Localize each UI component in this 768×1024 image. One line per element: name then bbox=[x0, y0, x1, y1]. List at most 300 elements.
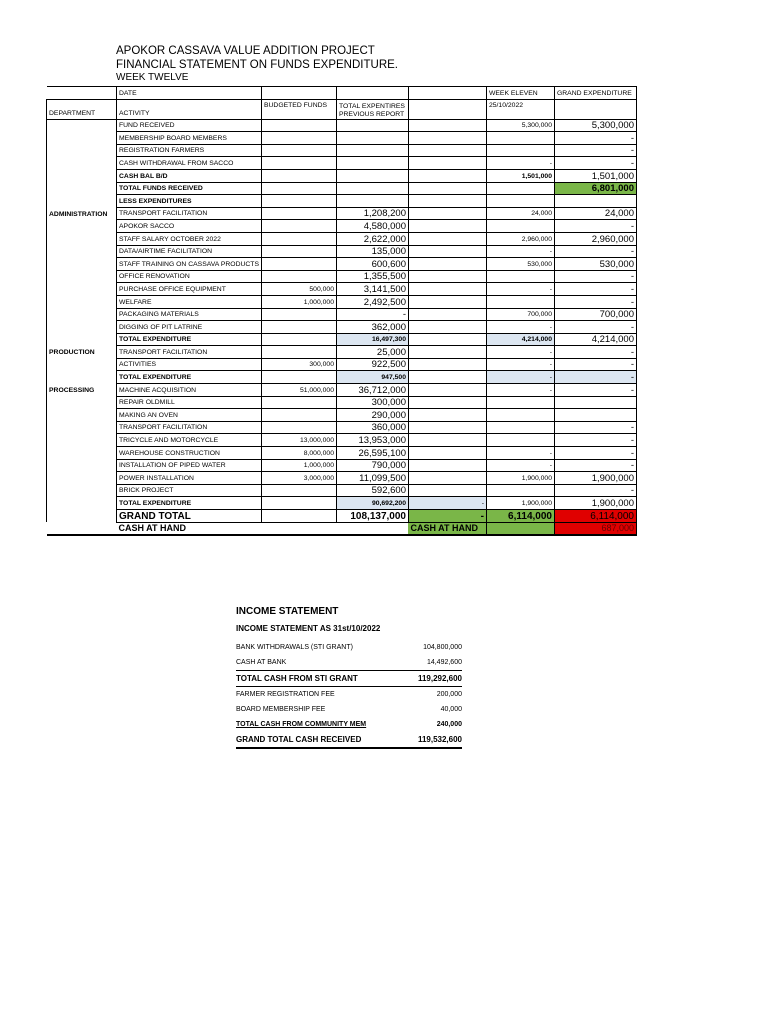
week-cell bbox=[486, 195, 554, 208]
blank-cell bbox=[408, 484, 486, 497]
grand-cell: - bbox=[554, 421, 636, 434]
budget-cell bbox=[261, 346, 336, 359]
budget-cell bbox=[261, 157, 336, 170]
department-cell bbox=[47, 144, 117, 157]
previous-cell: 790,000 bbox=[336, 459, 408, 472]
income-row bbox=[236, 655, 462, 670]
week-title: WEEK TWELVE bbox=[116, 72, 189, 83]
blank-cell bbox=[408, 283, 486, 296]
header-row-2 bbox=[47, 99, 637, 119]
department-cell bbox=[47, 258, 117, 271]
previous-cell: 592,600 bbox=[336, 484, 408, 497]
income-statement bbox=[236, 606, 462, 749]
income-label: CASH AT BANK bbox=[236, 659, 287, 666]
activity-cell: APOKOR SACCO bbox=[117, 220, 262, 233]
table-row bbox=[47, 295, 637, 308]
grand-cell: - bbox=[554, 220, 636, 233]
department-cell bbox=[47, 459, 117, 472]
blank-cell bbox=[408, 169, 486, 182]
blank-cell bbox=[408, 396, 486, 409]
week-cell: 1,501,000 bbox=[486, 169, 554, 182]
activity-cell: MEMBERSHIP BOARD MEMBERS bbox=[117, 132, 262, 145]
week-date-header: 25/10/2022 bbox=[486, 99, 554, 119]
activity-cell: TOTAL EXPENDITURE bbox=[117, 333, 262, 346]
statement-title: FINANCIAL STATEMENT ON FUNDS EXPENDITURE. bbox=[116, 59, 398, 71]
table-row bbox=[47, 270, 637, 283]
department-cell bbox=[47, 169, 117, 182]
department-cell bbox=[47, 119, 117, 132]
department-cell bbox=[47, 409, 117, 422]
income-label: GRAND TOTAL CASH RECEIVED bbox=[236, 735, 362, 744]
activity-cell: OFFICE RENOVATION bbox=[117, 270, 262, 283]
project-title: APOKOR CASSAVA VALUE ADDITION PROJECT bbox=[116, 45, 375, 57]
week-cell bbox=[486, 270, 554, 283]
budget-cell bbox=[261, 497, 336, 510]
previous-cell bbox=[336, 195, 408, 208]
department-cell bbox=[47, 321, 117, 334]
table-row bbox=[47, 308, 637, 321]
previous-cell: 360,000 bbox=[336, 421, 408, 434]
activity-cell: BRICK PROJECT bbox=[117, 484, 262, 497]
income-value: 119,532,600 bbox=[417, 735, 462, 744]
budget-cell: 13,000,000 bbox=[261, 434, 336, 447]
income-row bbox=[236, 702, 462, 717]
activity-cell: CASH BAL B/D bbox=[117, 169, 262, 182]
table-row bbox=[47, 333, 637, 346]
grand-cell: - bbox=[554, 358, 636, 371]
table-row bbox=[47, 321, 637, 334]
blank-cell bbox=[408, 220, 486, 233]
grand-cell: - bbox=[554, 346, 636, 359]
grand-total-row bbox=[47, 510, 637, 523]
blank-cell bbox=[408, 384, 486, 397]
grand-cell: - bbox=[554, 157, 636, 170]
grand-total-blank: - bbox=[408, 510, 486, 523]
table-row bbox=[47, 396, 637, 409]
expenditure-table bbox=[46, 86, 637, 536]
blank-cell bbox=[408, 421, 486, 434]
income-value: 240,000 bbox=[436, 721, 462, 728]
week-cell: - bbox=[486, 358, 554, 371]
blank-cell bbox=[408, 270, 486, 283]
week-cell: - bbox=[486, 371, 554, 384]
activity-cell: DATA/AIRTIME FACILITATION bbox=[117, 245, 262, 258]
week-cell: - bbox=[486, 245, 554, 258]
week-cell bbox=[486, 144, 554, 157]
budget-cell: 3,000,000 bbox=[261, 472, 336, 485]
week-cell: 530,000 bbox=[486, 258, 554, 271]
activity-cell: STAFF SALARY OCTOBER 2022 bbox=[117, 232, 262, 245]
department-cell bbox=[47, 295, 117, 308]
grand-cell: - bbox=[554, 447, 636, 460]
activity-cell: TOTAL FUNDS RECEIVED bbox=[117, 182, 262, 195]
department-cell bbox=[47, 396, 117, 409]
grand-cell bbox=[554, 195, 636, 208]
department-cell bbox=[47, 195, 117, 208]
blank-cell bbox=[408, 258, 486, 271]
budget-cell: 1,000,000 bbox=[261, 295, 336, 308]
cash-at-hand-value: 687,000 bbox=[554, 522, 636, 535]
activity-cell: PURCHASE OFFICE EQUIPMENT bbox=[117, 283, 262, 296]
table-row bbox=[47, 484, 637, 497]
department-cell bbox=[47, 308, 117, 321]
previous-header: TOTAL EXPENTIRES PREVIOUS REPORT bbox=[336, 99, 408, 119]
previous-cell: 1,355,500 bbox=[336, 270, 408, 283]
week-cell bbox=[486, 396, 554, 409]
previous-cell: 25,000 bbox=[336, 346, 408, 359]
budget-cell: 8,000,000 bbox=[261, 447, 336, 460]
budget-cell bbox=[261, 270, 336, 283]
department-cell bbox=[47, 358, 117, 371]
week-cell bbox=[486, 409, 554, 422]
activity-cell: TOTAL EXPENDITURE bbox=[117, 371, 262, 384]
budget-cell bbox=[261, 308, 336, 321]
department-cell bbox=[47, 497, 117, 510]
table-row bbox=[47, 371, 637, 384]
department-cell bbox=[47, 371, 117, 384]
previous-cell bbox=[336, 182, 408, 195]
budget-cell bbox=[261, 510, 336, 523]
grand-cell: - bbox=[554, 283, 636, 296]
department-cell: ADMINISTRATION bbox=[47, 207, 117, 220]
department-header: DEPARTMENT bbox=[47, 99, 117, 119]
previous-cell: 290,000 bbox=[336, 409, 408, 422]
previous-cell: 922,500 bbox=[336, 358, 408, 371]
activity-cell: POWER INSTALLATION bbox=[117, 472, 262, 485]
table-row bbox=[47, 144, 637, 157]
table-row bbox=[47, 421, 637, 434]
budget-cell bbox=[261, 371, 336, 384]
table-row bbox=[47, 409, 637, 422]
week-cell: - bbox=[486, 346, 554, 359]
blank-cell bbox=[408, 144, 486, 157]
activity-cell: TRICYCLE AND MOTORCYCLE bbox=[117, 434, 262, 447]
previous-cell bbox=[336, 144, 408, 157]
blank-cell: - bbox=[408, 497, 486, 510]
previous-cell: 947,500 bbox=[336, 371, 408, 384]
table-row bbox=[47, 220, 637, 233]
week-cell: - bbox=[486, 283, 554, 296]
department-cell bbox=[47, 434, 117, 447]
grand-total-grand: 6,114,000 bbox=[554, 510, 636, 523]
grand-cell bbox=[554, 396, 636, 409]
budget-cell bbox=[261, 207, 336, 220]
previous-cell bbox=[336, 522, 408, 535]
budget-cell bbox=[261, 333, 336, 346]
grand-cell: - bbox=[554, 371, 636, 384]
income-label: TOTAL CASH FROM COMMUNITY MEM bbox=[236, 721, 367, 728]
activity-cell: TRANSPORT FACILITATION bbox=[117, 207, 262, 220]
activity-cell: TRANSPORT FACILITATION bbox=[117, 346, 262, 359]
previous-cell: 36,712,000 bbox=[336, 384, 408, 397]
blank-cell bbox=[408, 308, 486, 321]
grand-cell bbox=[554, 409, 636, 422]
previous-cell bbox=[336, 169, 408, 182]
date-header: DATE bbox=[117, 87, 262, 100]
budget-cell bbox=[261, 195, 336, 208]
income-value: 119,292,600 bbox=[417, 674, 462, 683]
grand-cell: 24,000 bbox=[554, 207, 636, 220]
activity-cell: DIGGING OF PIT LATRINE bbox=[117, 321, 262, 334]
table-row bbox=[47, 258, 637, 271]
grand-cell: - bbox=[554, 384, 636, 397]
blank-cell bbox=[408, 434, 486, 447]
grand-cell: - bbox=[554, 295, 636, 308]
cash-at-hand-row bbox=[47, 522, 637, 535]
previous-cell: 26,595,100 bbox=[336, 447, 408, 460]
grand-cell: - bbox=[554, 144, 636, 157]
week-cell bbox=[486, 421, 554, 434]
department-cell bbox=[47, 270, 117, 283]
budgeted-header: BUDGETED FUNDS bbox=[261, 99, 336, 119]
department-cell bbox=[47, 132, 117, 145]
department-cell bbox=[47, 447, 117, 460]
activity-cell: CASH WITHDRAWAL FROM SACCO bbox=[117, 157, 262, 170]
income-row bbox=[236, 732, 462, 749]
table-row bbox=[47, 447, 637, 460]
grand-cell: 1,501,000 bbox=[554, 169, 636, 182]
budget-cell bbox=[261, 182, 336, 195]
budget-cell: 500,000 bbox=[261, 283, 336, 296]
previous-cell: 2,492,500 bbox=[336, 295, 408, 308]
income-value: 200,000 bbox=[436, 691, 462, 698]
department-cell bbox=[47, 232, 117, 245]
blank-cell bbox=[408, 472, 486, 485]
activity-cell: REGISTRATION FARMERS bbox=[117, 144, 262, 157]
income-value: 40,000 bbox=[440, 706, 462, 713]
week-cell: - bbox=[486, 321, 554, 334]
week-cell bbox=[486, 295, 554, 308]
table-row bbox=[47, 283, 637, 296]
grand-cell: 2,960,000 bbox=[554, 232, 636, 245]
grand-cell: 5,300,000 bbox=[554, 119, 636, 132]
activity-cell: INSTALLATION OF PIPED WATER bbox=[117, 459, 262, 472]
activity-cell: MACHINE ACQUISITION bbox=[117, 384, 262, 397]
blank-cell bbox=[408, 295, 486, 308]
blank-cell bbox=[408, 245, 486, 258]
blank-cell bbox=[408, 409, 486, 422]
budget-cell: 1,000,000 bbox=[261, 459, 336, 472]
budget-cell: 51,000,000 bbox=[261, 384, 336, 397]
blank-cell bbox=[408, 447, 486, 460]
week-cell: 24,000 bbox=[486, 207, 554, 220]
cash-at-hand-label-2: CASH AT HAND bbox=[408, 522, 486, 535]
blank-cell bbox=[408, 157, 486, 170]
activity-cell: MAKING AN OVEN bbox=[117, 409, 262, 422]
activity-cell: WELFARE bbox=[117, 295, 262, 308]
grand-cell: - bbox=[554, 484, 636, 497]
grand-total-prev: 108,137,000 bbox=[336, 510, 408, 523]
income-value: 104,800,000 bbox=[423, 644, 462, 651]
department-cell bbox=[47, 245, 117, 258]
table-row bbox=[47, 459, 637, 472]
income-label: BANK WITHDRAWALS (STI GRANT) bbox=[236, 644, 353, 651]
department-cell bbox=[47, 484, 117, 497]
blank-cell bbox=[408, 371, 486, 384]
activity-cell: TRANSPORT FACILITATION bbox=[117, 421, 262, 434]
grand-cell: - bbox=[554, 321, 636, 334]
income-label: FARMER REGISTRATION FEE bbox=[236, 691, 335, 698]
budget-cell bbox=[261, 321, 336, 334]
blank-cell bbox=[408, 207, 486, 220]
table-row bbox=[47, 434, 637, 447]
department-cell: PRODUCTION bbox=[47, 346, 117, 359]
table-row bbox=[47, 497, 637, 510]
blank-cell bbox=[408, 333, 486, 346]
week-cell: - bbox=[486, 157, 554, 170]
blank-cell bbox=[408, 321, 486, 334]
week-cell: 5,300,000 bbox=[486, 119, 554, 132]
department-cell: PROCESSING bbox=[47, 384, 117, 397]
grand-cell: 530,000 bbox=[554, 258, 636, 271]
week-cell: - bbox=[486, 459, 554, 472]
week-cell bbox=[486, 522, 554, 535]
budget-cell bbox=[261, 245, 336, 258]
grand-cell: - bbox=[554, 132, 636, 145]
department-cell bbox=[47, 182, 117, 195]
table-row bbox=[47, 232, 637, 245]
budget-cell bbox=[261, 144, 336, 157]
previous-cell: 300,000 bbox=[336, 396, 408, 409]
budget-cell bbox=[261, 409, 336, 422]
previous-cell bbox=[336, 119, 408, 132]
blank-cell bbox=[408, 195, 486, 208]
table-row bbox=[47, 195, 637, 208]
cash-at-hand-label: CASH AT HAND bbox=[117, 522, 262, 535]
table-row bbox=[47, 384, 637, 397]
blank-cell bbox=[408, 132, 486, 145]
previous-cell: 362,000 bbox=[336, 321, 408, 334]
income-value: 14,492,600 bbox=[426, 659, 462, 666]
table-row bbox=[47, 169, 637, 182]
previous-cell: 3,141,500 bbox=[336, 283, 408, 296]
budget-cell bbox=[261, 132, 336, 145]
blank-cell bbox=[408, 358, 486, 371]
table-row bbox=[47, 132, 637, 145]
grand-total-week: 6,114,000 bbox=[486, 510, 554, 523]
grand-cell: - bbox=[554, 270, 636, 283]
department-cell bbox=[47, 421, 117, 434]
previous-cell: 600,600 bbox=[336, 258, 408, 271]
previous-cell: 135,000 bbox=[336, 245, 408, 258]
activity-cell: REPAIR OLDMILL bbox=[117, 396, 262, 409]
previous-cell: 2,622,000 bbox=[336, 232, 408, 245]
previous-cell: 90,692,200 bbox=[336, 497, 408, 510]
activity-cell: PACKAGING MATERIALS bbox=[117, 308, 262, 321]
grand-cell: 6,801,000 bbox=[554, 182, 636, 195]
activity-cell: ACTIVITIES bbox=[117, 358, 262, 371]
previous-cell: 13,953,000 bbox=[336, 434, 408, 447]
budget-cell bbox=[261, 522, 336, 535]
grand-cell: - bbox=[554, 245, 636, 258]
week-cell bbox=[486, 484, 554, 497]
grand-total-label: GRAND TOTAL bbox=[117, 510, 262, 523]
week-cell bbox=[486, 434, 554, 447]
blank-cell bbox=[408, 119, 486, 132]
table-row bbox=[47, 182, 637, 195]
income-row bbox=[236, 640, 462, 655]
previous-cell: 4,580,000 bbox=[336, 220, 408, 233]
table-row bbox=[47, 207, 637, 220]
department-cell bbox=[47, 510, 117, 523]
budget-cell bbox=[261, 484, 336, 497]
income-label: TOTAL CASH FROM STI GRANT bbox=[236, 674, 358, 683]
table-row bbox=[47, 346, 637, 359]
department-cell bbox=[47, 333, 117, 346]
department-cell bbox=[47, 283, 117, 296]
budget-cell bbox=[261, 396, 336, 409]
previous-cell bbox=[336, 157, 408, 170]
table-row bbox=[47, 472, 637, 485]
table-row bbox=[47, 119, 637, 132]
budget-cell bbox=[261, 119, 336, 132]
department-cell bbox=[47, 522, 117, 535]
income-subtitle: INCOME STATEMENT AS 31st/10/2022 bbox=[236, 624, 381, 633]
budget-cell bbox=[261, 169, 336, 182]
activity-cell: WAREHOUSE CONSTRUCTION bbox=[117, 447, 262, 460]
grand-cell: 4,214,000 bbox=[554, 333, 636, 346]
grand-cell: - bbox=[554, 434, 636, 447]
income-row bbox=[236, 687, 462, 702]
week-cell: 700,000 bbox=[486, 308, 554, 321]
week-cell: 1,900,000 bbox=[486, 472, 554, 485]
week-cell: 4,214,000 bbox=[486, 333, 554, 346]
week-cell: - bbox=[486, 384, 554, 397]
grand-cell: 1,900,000 bbox=[554, 472, 636, 485]
blank-cell bbox=[408, 232, 486, 245]
table-row bbox=[47, 358, 637, 371]
department-cell bbox=[47, 220, 117, 233]
income-row bbox=[236, 670, 462, 687]
blank-cell bbox=[408, 182, 486, 195]
income-row bbox=[236, 717, 462, 732]
week-cell bbox=[486, 220, 554, 233]
previous-cell: 11,099,500 bbox=[336, 472, 408, 485]
department-cell bbox=[47, 472, 117, 485]
blank-cell bbox=[408, 459, 486, 472]
grand-cell: - bbox=[554, 459, 636, 472]
grand-cell: 700,000 bbox=[554, 308, 636, 321]
table-row bbox=[47, 157, 637, 170]
budget-cell bbox=[261, 232, 336, 245]
activity-cell: FUND RECEIVED bbox=[117, 119, 262, 132]
income-title: INCOME STATEMENT bbox=[236, 606, 339, 617]
previous-cell: 16,497,300 bbox=[336, 333, 408, 346]
income-label: BOARD MEMBERSHIP FEE bbox=[236, 706, 326, 713]
activity-header: ACTIVITY bbox=[117, 99, 262, 119]
header-row-1 bbox=[47, 87, 637, 100]
budget-cell bbox=[261, 258, 336, 271]
previous-cell bbox=[336, 132, 408, 145]
budget-cell bbox=[261, 220, 336, 233]
week-cell: 1,900,000 bbox=[486, 497, 554, 510]
week-cell bbox=[486, 132, 554, 145]
budget-cell bbox=[261, 421, 336, 434]
week-cell: - bbox=[486, 447, 554, 460]
blank-cell bbox=[408, 346, 486, 359]
previous-cell: 1,208,200 bbox=[336, 207, 408, 220]
previous-cell: - bbox=[336, 308, 408, 321]
department-cell bbox=[47, 157, 117, 170]
week-eleven-header: WEEK ELEVEN bbox=[486, 87, 554, 100]
activity-cell: TOTAL EXPENDITURE bbox=[117, 497, 262, 510]
activity-cell: STAFF TRAINING ON CASSAVA PRODUCTS bbox=[117, 258, 262, 271]
grand-cell: 1,900,000 bbox=[554, 497, 636, 510]
budget-cell: 300,000 bbox=[261, 358, 336, 371]
week-cell: 2,960,000 bbox=[486, 232, 554, 245]
grand-expenditure-header: GRAND EXPENDITURE bbox=[554, 87, 636, 100]
activity-cell: LESS EXPENDITURES bbox=[117, 195, 262, 208]
